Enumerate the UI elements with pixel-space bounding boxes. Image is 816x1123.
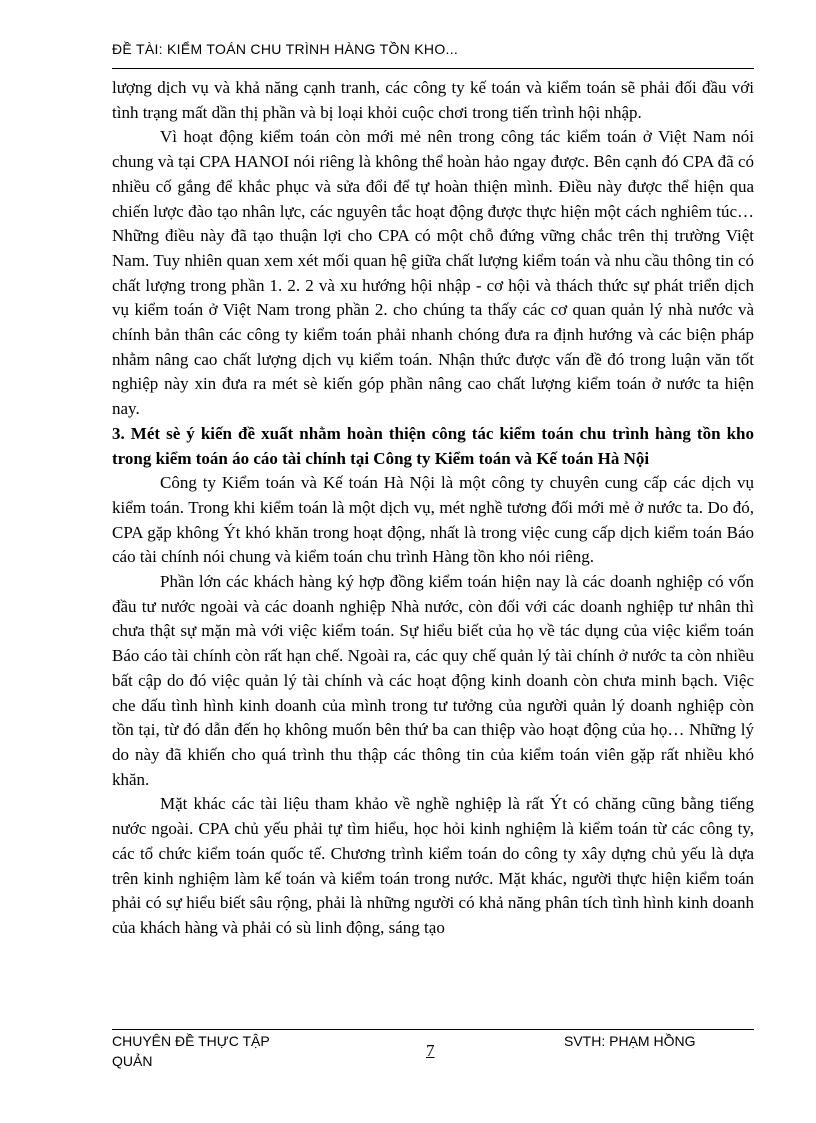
- paragraph-clients: Phần lớn các khách hàng ký hợp đồng kiểm toán hiện nay là các doanh nghiệp có vốn đầu tư nước ngoài và các doanh nghiệp Nhà nước, còn đối với các doanh nghiệp tư nhân thì chưa thật sự mặn mà với việc kiểm toán. Sự hiểu biết của họ về tác dụng của việc kiểm toán Báo cáo tài chính còn rất hạn chế. Ngoài ra, các quy chế quản lý tài chính ở nước ta còn nhiều bất cập do đó việc quản lý tài chính và các hoạt động kinh doanh còn chưa minh bạch. Việc che dấu tình hình kinh doanh của mình trong tư tưởng của người quản lý doanh nghiệp còn tồn tại, từ đó dẫn đến họ không muốn bên thứ ba can thiệp vào hoạt động của họ… Những lý do này đã khiến cho quá trình thu thập các thông tin của kiểm toán viên gặp rất nhiều khó khăn.: [112, 572, 754, 789]
- page-header-title: ĐỀ TÀI: KIỂM TOÁN CHU TRÌNH HÀNG TỒN KHO...: [112, 41, 459, 57]
- paragraph-quality-context: Vì hoạt động kiểm toán còn mới mẻ nên trong công tác kiểm toán ở Việt Nam nói chung và tại CPA HANOI nói riêng là không thể hoàn hảo ngay được. Bên cạnh đó CPA đã có nhiều cố gắng để khắc phục và sửa đổi để tự hoàn thiện mình. Điều này được thể hiện qua chiến lược đào tạo nhân lực, các nguyên tắc hoạt động được thực hiện một cách nghiêm túc… Những điều này đã tạo thuận lợi cho CPA có một chỗ đứng vững chắc trên thị trường Việt Nam. Tuy nhiên quan xem xét mối quan hệ giữa chất lượng kiểm toán và nhu cầu thông tin có chất lượng trong phần 1. 2. 2 và xu hướng hội nhập - cơ hội và thách thức sự phát triển dịch vụ kiểm toán ở Việt Nam trong phần 2. cho chúng ta thấy các cơ quan quản lý nhà nước và chính bản thân các công ty kiểm toán phải nhanh chóng đưa ra định hướng và các biện pháp nhằm nâng cao chất lượng dịch vụ kiểm toán. Nhận thức được vấn đề đó trong luận văn tốt nghiệp này xin đưa ra mét sè kiến góp phần nâng cao chất lượng kiểm toán ở nước ta hiện nay.: [112, 127, 754, 419]
- footer-divider: [112, 1029, 754, 1030]
- footer-student-name: SVTH: PHẠM HỒNG: [564, 1033, 696, 1049]
- page-number: 7: [426, 1041, 435, 1060]
- footer-report-type: CHUYÊN ĐỀ THỰC TẬP QUẢN: [112, 1033, 270, 1069]
- paragraph-references: Mặt khác các tài liệu tham khảo về nghề nghiệp là rất Ýt có chăng cũng bằng tiếng nước ngoài. CPA chủ yếu phải tự tìm hiểu, học hỏi kinh nghiệm là kiểm toán từ các công ty, các tổ chức kiểm toán quốc tế. Chương trình kiểm toán do công ty xây dựng chủ yếu là dựa trên kinh nghiệm làm kế toán và kiểm toán trong nước. Mặt khác, người thực hiện kiểm toán phải có sự hiểu biết sâu rộng, phải là những người có khả năng phân tích tình hình kinh doanh của khách hàng và phải có sù linh động, sáng tạo: [112, 794, 754, 937]
- header-divider: [112, 68, 754, 69]
- paragraph-company-intro: Công ty Kiểm toán và Kế toán Hà Nội là một công ty chuyên cung cấp các dịch vụ kiểm toán. Trong khi kiểm toán là một dịch vụ, mét nghề tương đối mới mẻ ở nước ta. Do đó, CPA gặp không Ýt khó khăn trong hoạt động, nhất là trong việc cung cấp dịch kiểm toán Báo cáo tài chính nói chung và kiểm toán chu trình Hàng tồn kho nói riêng.: [112, 473, 754, 567]
- page-footer: [112, 1031, 754, 1081]
- document-body: [112, 76, 754, 941]
- paragraph-continued: lượng dịch vụ và khả năng cạnh tranh, các công ty kế toán và kiểm toán sẽ phải đối đầu với tình trạng mất dần thị phần và bị loại khỏi cuộc chơi trong tiến trình hội nhập.: [112, 78, 754, 122]
- section-heading: 3. Mét sè ý kiến đề xuất nhằm hoàn thiện công tác kiểm toán chu trình hàng tồn kho trong kiểm toán áo cáo tài chính tại Công ty Kiểm toán và Kế toán Hà Nội: [112, 423, 754, 468]
